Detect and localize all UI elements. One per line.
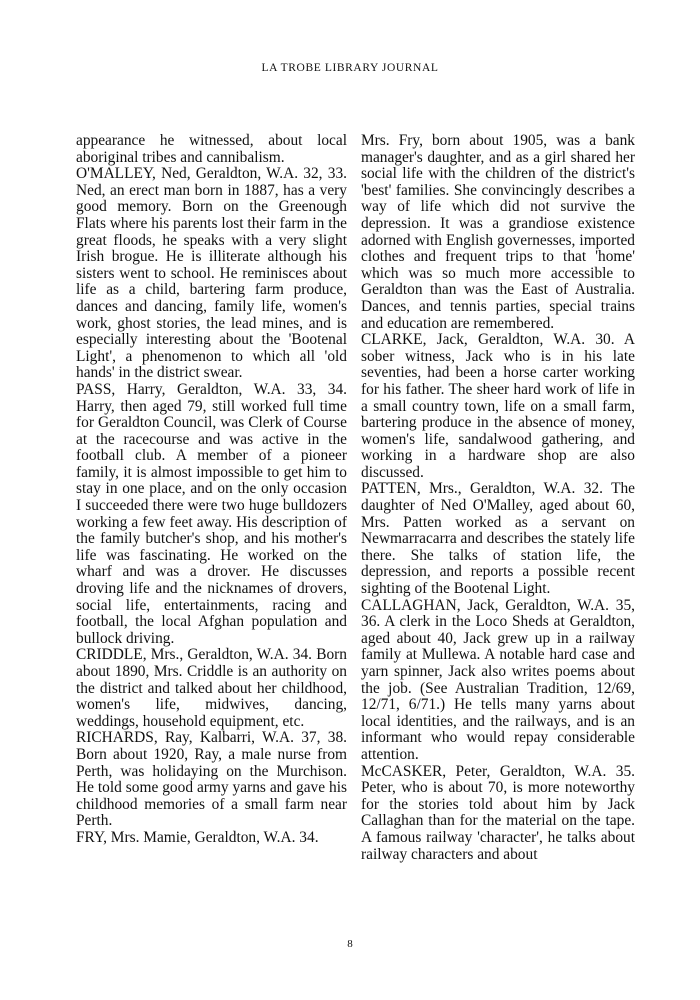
paragraph: CLARKE, Jack, Geraldton, W.A. 30. A sober witness, Jack who is in his late seventies, had been a horse carter working for his father. The sheer hard work of life in a small country town, life on a small farm, bartering produce in the absence of money, women's life, sandalwood gathering, and working in a hardware shop are also discussed. [361, 331, 635, 481]
page-number: 8 [347, 938, 353, 950]
paragraph: FRY, Mrs. Mamie, Geraldton, W.A. 34. [76, 828, 319, 846]
running-title: LA TROBE LIBRARY JOURNAL [261, 62, 439, 74]
paragraph: RICHARDS, Ray, Kalbarri, W.A. 37, 38. Born about 1920, Ray, a male nurse from Perth, was holidaying on the Murchison. He told some good army yarns and gave his childhood memories of a small farm near Perth. [76, 729, 347, 830]
paragraph: Mrs. Fry, born about 1905, was a bank manager's daughter, and as a girl shared her social life with the children of the district's 'best' families. She convincingly describes a way of life which did not survive the depression. It was a grandiose existence adorned with English governesses, imported clothes and frequent trips to that 'home' which was so much more accessible to Geraldton than was the East of Australia. Dances, and tennis parties, special trains and education are remembered. [361, 132, 635, 332]
paragraph: CRIDDLE, Mrs., Geraldton, W.A. 34. Born about 1890, Mrs. Criddle is an authority on the district and talked about her childhood, women's life, midwives, dancing, weddings, household equipment, etc. [76, 646, 347, 730]
paragraph: appearance he witnessed, about local aboriginal tribes and cannibalism. [76, 132, 347, 166]
left-column [76, 133, 347, 847]
paragraph: O'MALLEY, Ned, Geraldton, W.A. 32, 33. Ned, an erect man born in 1887, has a very good memory. Born on the Greenough Flats where his parents lost their farm in the great floods, he speaks with a very slight Irish brogue. He is illiterate although his sisters went to school. He reminisces about life as a child, bartering farm produce, dances and dancing, family life, women's work, ghost stories, the lead mines, and is especially interesting about the 'Bootenal Light', a phenomenon to which all 'old hands' in the district swear. [76, 165, 347, 382]
paragraph: PATTEN, Mrs., Geraldton, W.A. 32. The daughter of Ned O'Malley, aged about 60, Mrs. Patten worked as a servant on Newmarracarra and describes the stately life there. She talks of station life, the depression, and reports a possible recent sighting of the Bootenal Light. [361, 480, 635, 598]
right-column [361, 133, 635, 863]
paragraph: PASS, Harry, Geraldton, W.A. 33, 34. Harry, then aged 79, still worked full time for Geraldton Council, was Clerk of Course at the racecourse and was active in the football club. A member of a pioneer family, it is almost impossible to get him to stay in one place, and on the only occasion I succeeded there were two huge bulldozers working a few feet away. His description of the family butcher's shop, and his mother's life was fascinating. He worked on the wharf and was a drover. He discusses droving life and the nicknames of drovers, social life, entertainments, racing and football, the local Afghan population and bullock driving. [76, 380, 347, 647]
paragraph: CALLAGHAN, Jack, Geraldton, W.A. 35, 36. A clerk in the Loco Sheds at Geraldton, aged about 40, Jack grew up in a railway family at Mullewa. A notable hard case and yarn spinner, Jack also writes poems about the job. (See Australian Tradition, 12/69, 12/71, 6/71.) He tells many yarns about local identities, and the railways, and is an informant who would repay considerable attention. [361, 596, 635, 763]
paragraph: McCASKER, Peter, Geraldton, W.A. 35. Peter, who is about 70, is more noteworthy for the stories told about him by Jack Callaghan than for the material on the tape. A famous railway 'character', he talks about railway characters and about [361, 762, 635, 863]
